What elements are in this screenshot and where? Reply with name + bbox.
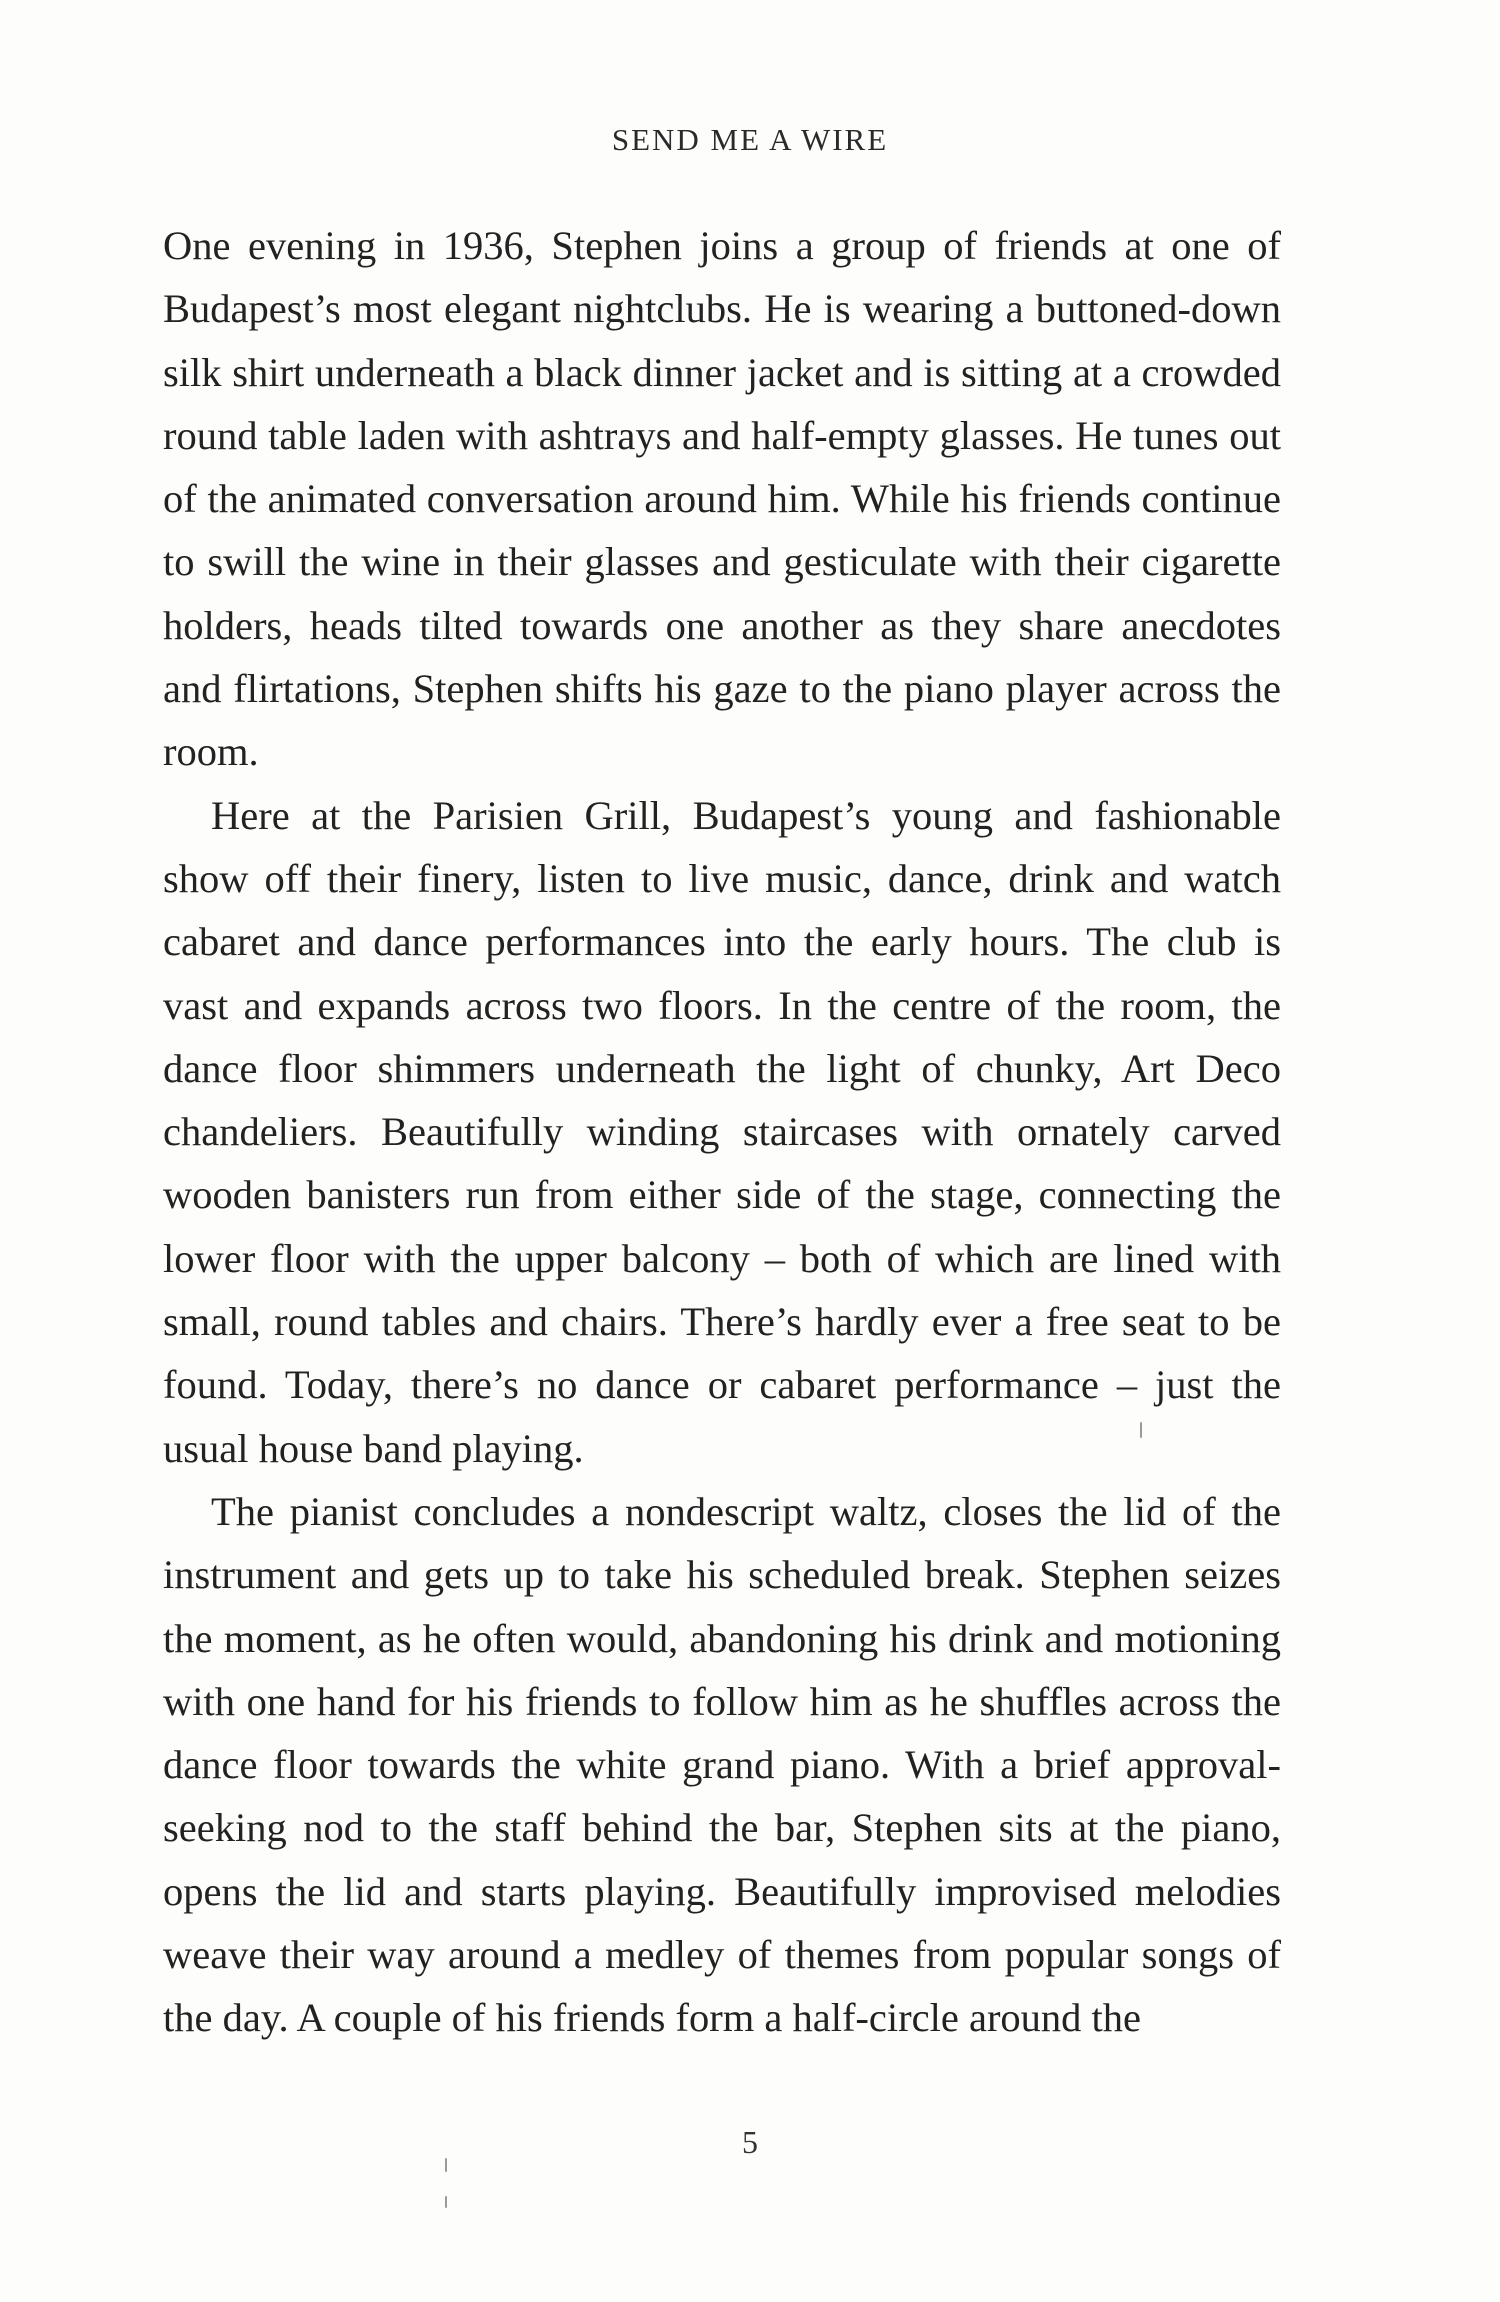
scan-speck xyxy=(1140,1422,1142,1438)
page-number: 5 xyxy=(742,2124,758,2160)
scan-speck xyxy=(445,2158,447,2172)
running-head: SEND ME A WIRE xyxy=(611,122,889,157)
paragraph-3: The pianist concludes a nondescript waltz, closes the lid of the instrument and gets up to take his scheduled break. Stephen seizes the moment, as he often would, abandoning his drink and motioning with one hand for his friends to follow him as he shuffles across the dance floor towards the white grand piano. With a brief approval-seeking nod to the staff behind the bar, Stephen sits at the piano, opens the lid and starts playing. Beautifully improvised melodies weave their way around a medley of themes from popular songs of the day. A couple of his friends form a half-circle around the xyxy=(163,1488,1281,2041)
body-text xyxy=(163,214,1281,2050)
paragraph-1: One evening in 1936, Stephen joins a group of friends at one of Budapest’s most elegant nightclubs. He is wearing a buttoned-down silk shirt underneath a black dinner jacket and is sitting at a crowded round table laden with ashtrays and half-empty glasses. He tunes out of the animated conversation around him. While his friends continue to swill the wine in their glasses and gesticulate with their cigarette holders, heads tilted towards one another as they share anecdotes and flirtations, Stephen shifts his gaze to the piano player across the room. xyxy=(163,223,1281,775)
scan-speck xyxy=(445,2196,447,2208)
paragraph-2: Here at the Parisien Grill, Budapest’s young and fashionable show off their finery, listen to live music, dance, drink and watch cabaret and dance performances into the early hours. The club is vast and expands across two floors. In the centre of the room, the dance floor shimmers underneath the light of chunky, Art Deco chandeliers. Beautifully winding staircases with ornately carved wooden banisters run from either side of the stage, connecting the lower floor with the upper balcony – both of which are lined with small, round tables and chairs. There’s hardly ever a free seat to be found. Today, there’s no dance or cabaret performance – just the usual house band playing. xyxy=(163,792,1281,1471)
